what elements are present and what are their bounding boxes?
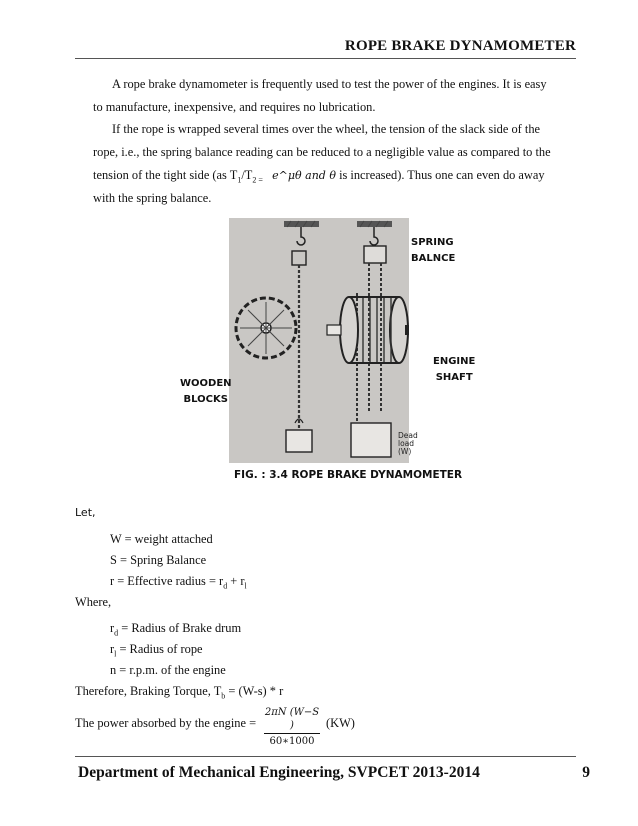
paragraph-1-line-2: to manufacture, inexpensive, and requires no lubrication. [93, 100, 376, 114]
page-number: 9 [582, 764, 590, 781]
label-wooden-blocks: WOODEN BLOCKS [180, 378, 232, 405]
paragraph-2-line-4: with the spring balance. [93, 191, 212, 205]
label-spring-balance: SPRING BALNCE [411, 237, 456, 264]
label-dead-load: Dead load (W) [398, 431, 418, 456]
footer-text: Department of Mechanical Engineering, SVPCET 2013-2014 [78, 764, 480, 781]
n-definition: n = r.p.m. of the engine [110, 663, 226, 677]
page-header-title: ROPE BRAKE DYNAMOMETER [344, 38, 576, 54]
braking-torque: Therefore, Braking Torque, $T_b = (W-s) * r$ [75, 684, 284, 701]
ratio-expression: e^μθ and θ [272, 169, 336, 182]
power-numerator: 2πN (W−S ) [264, 707, 320, 731]
paragraph-2-line-1: If the rope is wrapped several times over the wheel, the tension of the slack side of the [112, 122, 541, 136]
rl-definition: $r_l$ = Radius of rope [110, 642, 203, 659]
where-label: Where, [75, 595, 112, 609]
fraction-bar [264, 733, 320, 734]
w-definition: W = weight attached [110, 532, 213, 546]
r-definition: r = Effective radius = $r_d + r_l$ [110, 574, 247, 591]
footer-rule [75, 756, 576, 757]
rd-definition: $r_d$ = Radius of Brake drum [110, 621, 242, 638]
paragraph-1-line-1: A rope brake dynamometer is frequently used to test the power of the engines. It is easy [112, 77, 547, 91]
rope-brake-diagram [229, 218, 409, 463]
power-unit: (KW) [326, 716, 355, 730]
header-rule [75, 58, 576, 59]
figure-photo [229, 218, 409, 463]
figure-caption: FIG. : 3.4 ROPE BRAKE DYNAMOMETER [234, 469, 463, 481]
label-engine-shaft: ENGINE SHAFT [433, 356, 476, 383]
let-label: Let, [75, 506, 96, 519]
s-definition: S = Spring Balance [110, 553, 207, 567]
power-fraction [264, 706, 320, 748]
paragraph-2-line-2: rope, i.e., the spring balance reading can be reduced to a negligible value as compared to the [93, 145, 551, 159]
paragraph-2-line-3: tension of the tight side (as $T_1/T_{2 =}$ e^μθ and θ is increased). Thus one can even do away [93, 168, 545, 185]
power-line: The power absorbed by the engine = [75, 716, 257, 730]
power-denominator: 60∗1000 [269, 736, 315, 747]
